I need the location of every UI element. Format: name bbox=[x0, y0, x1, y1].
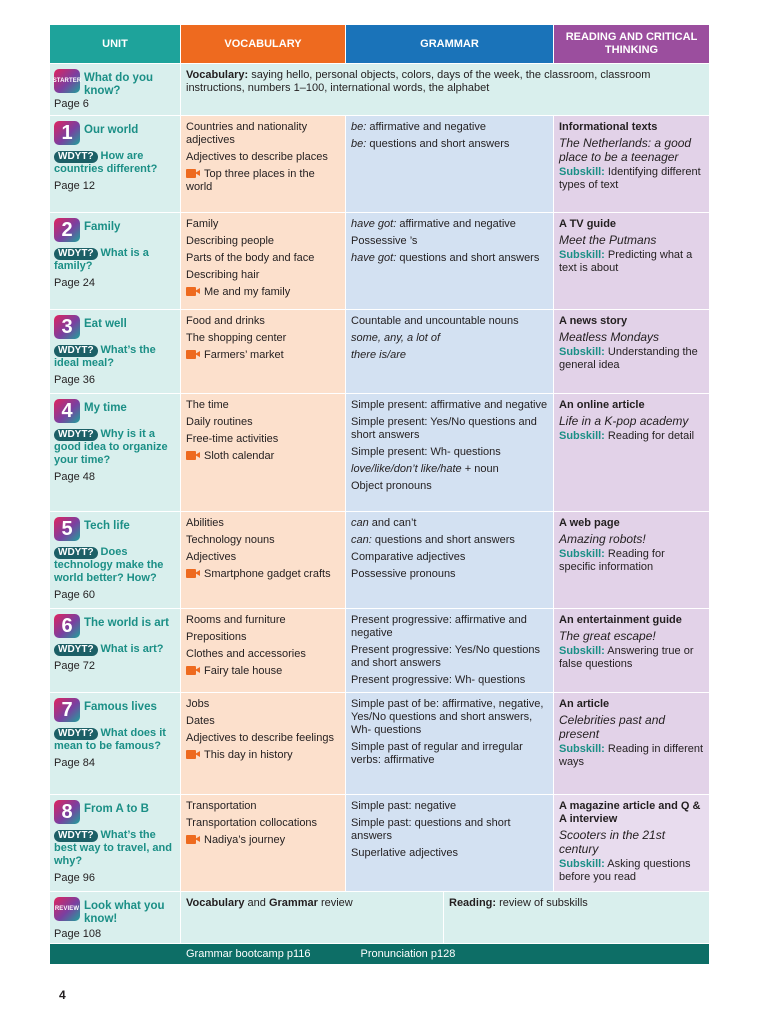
unit-number-badge: 6 bbox=[54, 614, 80, 638]
vocab-item: The shopping center bbox=[186, 332, 287, 344]
video-title: Farmers’ market bbox=[204, 349, 284, 361]
unit-row bbox=[50, 213, 709, 310]
review-grammar-bold: Grammar bbox=[268, 897, 318, 909]
unit-number-badge: 3 bbox=[54, 315, 80, 339]
reading-subskill bbox=[559, 249, 704, 275]
vocab-item: The time bbox=[186, 399, 229, 411]
reading-cell bbox=[554, 310, 709, 393]
vocabulary-cell bbox=[181, 310, 346, 393]
grammar-item bbox=[351, 674, 548, 687]
wdyt-tag: WDYT? bbox=[54, 830, 98, 842]
video-camera-icon bbox=[186, 666, 200, 675]
reading-type: A web page bbox=[559, 517, 620, 529]
review-page: Page 108 bbox=[54, 928, 102, 940]
video-item[interactable] bbox=[186, 749, 340, 762]
unit-cell bbox=[50, 310, 181, 393]
wdyt-text: How are countries different? bbox=[54, 150, 158, 175]
video-title: Smartphone gadget crafts bbox=[204, 568, 331, 580]
grammar-item bbox=[351, 551, 548, 564]
subskill-label: Subskill: bbox=[559, 645, 605, 657]
unit-cell bbox=[50, 116, 181, 212]
wdyt-text: Why is it a good idea to organize your time? bbox=[54, 428, 168, 466]
unit-page: Page 48 bbox=[54, 471, 95, 483]
vocab-item: Free-time activities bbox=[186, 433, 279, 445]
grammar-item bbox=[351, 698, 548, 737]
vocabulary-cell bbox=[181, 795, 346, 891]
grammar-item bbox=[351, 332, 548, 345]
video-title: Me and my family bbox=[204, 286, 291, 298]
unit-row bbox=[50, 609, 709, 693]
video-camera-icon bbox=[186, 569, 200, 578]
vocab-item: Dates bbox=[186, 715, 215, 727]
vocab-item: Parts of the body and face bbox=[186, 252, 315, 264]
reading-type: An entertainment guide bbox=[559, 614, 682, 626]
vocabulary-cell bbox=[181, 394, 346, 511]
grammar-italic: some, any, a lot of bbox=[351, 332, 441, 344]
vocab-item: Adjectives to describe feelings bbox=[186, 732, 334, 744]
starter-vocab-text: saying hello, personal objects, colors, days of the week, the classroom, classroom instructions, numbers 1–100, international words, the alphabet bbox=[186, 69, 651, 94]
unit-number-badge: 4 bbox=[54, 399, 80, 423]
unit-title[interactable]: Our world bbox=[84, 124, 139, 136]
reading-type: A magazine article and Q & A interview bbox=[559, 800, 701, 825]
reading-subskill bbox=[559, 743, 704, 769]
subskill-label: Subskill: bbox=[559, 430, 605, 442]
review-vocab-bold: Vocabulary bbox=[186, 897, 245, 909]
reading-type: Informational texts bbox=[559, 121, 658, 133]
review-badge-icon: REVIEW bbox=[54, 897, 80, 921]
grammar-text: Possessive pronouns bbox=[351, 568, 456, 580]
vocab-item: Jobs bbox=[186, 698, 210, 710]
unit-title[interactable]: Family bbox=[84, 221, 121, 233]
review-reading bbox=[444, 892, 709, 943]
video-title: Top three places in the world bbox=[186, 168, 315, 193]
review-unit-cell bbox=[50, 892, 181, 943]
grammar-item bbox=[351, 138, 548, 151]
vocab-item: Transportation bbox=[186, 800, 257, 812]
unit-number-badge: 2 bbox=[54, 218, 80, 242]
unit-page: Page 36 bbox=[54, 374, 95, 386]
vocab-item: Technology nouns bbox=[186, 534, 275, 546]
header-unit: UNIT bbox=[50, 25, 181, 63]
vocab-item: Food and drinks bbox=[186, 315, 265, 327]
wdyt-question bbox=[54, 727, 176, 753]
starter-badge-icon: STARTER bbox=[54, 69, 80, 93]
video-camera-icon bbox=[186, 350, 200, 359]
reading-title: The Netherlands: a good place to be a teenager bbox=[559, 136, 692, 164]
grammar-item bbox=[351, 847, 548, 860]
header-reading: READING AND CRITICAL THINKING bbox=[554, 25, 709, 63]
reading-title: The great escape! bbox=[559, 629, 656, 643]
units-list bbox=[50, 116, 709, 892]
wdyt-question bbox=[54, 344, 176, 370]
unit-cell bbox=[50, 795, 181, 891]
video-camera-icon bbox=[186, 835, 200, 844]
reading-subskill bbox=[559, 346, 704, 372]
reading-type: An article bbox=[559, 698, 610, 710]
wdyt-tag: WDYT? bbox=[54, 345, 98, 357]
video-title: Sloth calendar bbox=[204, 450, 275, 462]
vocab-item: Describing people bbox=[186, 235, 275, 247]
subskill-text: Answering true or false questions bbox=[559, 645, 694, 670]
wdyt-text: What is a family? bbox=[54, 247, 149, 272]
vocabulary-cell bbox=[181, 609, 346, 692]
grammar-item bbox=[351, 446, 548, 459]
wdyt-question bbox=[54, 829, 176, 868]
starter-row bbox=[50, 64, 709, 116]
reading-title: Life in a K-pop academy bbox=[559, 414, 689, 428]
video-item[interactable] bbox=[186, 568, 340, 581]
grammar-text: questions and short answers bbox=[366, 138, 510, 150]
grammar-text: and can’t bbox=[368, 517, 417, 529]
review-and: and bbox=[244, 897, 269, 909]
table-header bbox=[50, 25, 709, 64]
vocab-item: Prepositions bbox=[186, 631, 247, 643]
grammar-text: Simple past of regular and irregular verbs: affirmative bbox=[351, 741, 523, 766]
vocab-item: Adjectives bbox=[186, 551, 237, 563]
subskill-text: Reading in different ways bbox=[559, 743, 704, 768]
video-title: Fairy tale house bbox=[204, 665, 283, 677]
grammar-text: + noun bbox=[461, 463, 499, 475]
grammar-italic: can: bbox=[351, 534, 372, 546]
reading-type: A news story bbox=[559, 315, 628, 327]
reading-cell bbox=[554, 116, 709, 212]
vocab-item: Clothes and accessories bbox=[186, 648, 306, 660]
reading-cell bbox=[554, 512, 709, 608]
grammar-cell bbox=[346, 213, 554, 309]
vocabulary-cell bbox=[181, 213, 346, 309]
wdyt-tag: WDYT? bbox=[54, 248, 98, 260]
reading-cell bbox=[554, 213, 709, 309]
review-vocab-rest: review bbox=[317, 897, 353, 909]
grammar-cell bbox=[346, 310, 554, 393]
review-reading-rest: review of subskills bbox=[496, 897, 588, 909]
subskill-label: Subskill: bbox=[559, 743, 605, 755]
reading-cell bbox=[554, 609, 709, 692]
grammar-cell bbox=[346, 795, 554, 891]
grammar-cell bbox=[346, 512, 554, 608]
reading-subskill bbox=[559, 166, 704, 192]
reading-cell bbox=[554, 795, 709, 891]
grammar-text: affirmative and negative bbox=[366, 121, 486, 133]
reading-subskill bbox=[559, 430, 704, 443]
unit-title[interactable]: Eat well bbox=[84, 318, 127, 330]
vocabulary-cell bbox=[181, 512, 346, 608]
wdyt-text: What’s the best way to travel, and why? bbox=[54, 829, 172, 867]
unit-row bbox=[50, 512, 709, 609]
unit-row bbox=[50, 693, 709, 795]
reading-subskill bbox=[559, 645, 704, 671]
reading-title: Meatless Mondays bbox=[559, 330, 660, 344]
review-row bbox=[50, 892, 709, 944]
unit-row bbox=[50, 394, 709, 512]
grammar-cell bbox=[346, 609, 554, 692]
reading-title: Meet the Putmans bbox=[559, 233, 657, 247]
grammar-italic: there is/are bbox=[351, 349, 407, 361]
subskill-text: Reading for specific information bbox=[559, 548, 665, 573]
reading-type: An online article bbox=[559, 399, 645, 411]
grammar-italic: be: bbox=[351, 121, 367, 133]
unit-cell bbox=[50, 609, 181, 692]
grammar-item bbox=[351, 517, 548, 530]
review-vocab-grammar bbox=[181, 892, 444, 943]
unit-cell bbox=[50, 394, 181, 511]
reading-cell bbox=[554, 693, 709, 794]
grammar-italic: be: bbox=[351, 138, 367, 150]
grammar-item bbox=[351, 235, 548, 248]
grammar-italic: love/like/don’t like/hate bbox=[351, 463, 462, 475]
header-vocabulary: VOCABULARY bbox=[181, 25, 346, 63]
wdyt-question bbox=[54, 150, 176, 176]
unit-title[interactable]: Famous lives bbox=[84, 701, 157, 713]
unit-row bbox=[50, 310, 709, 394]
video-item[interactable] bbox=[186, 450, 340, 463]
review-reading-bold: Reading: bbox=[449, 897, 497, 909]
reading-title: Celebrities past and present bbox=[559, 713, 666, 741]
grammar-item bbox=[351, 741, 548, 767]
wdyt-text: What’s the ideal meal? bbox=[54, 344, 156, 369]
video-item[interactable] bbox=[186, 349, 340, 362]
grammar-item bbox=[351, 614, 548, 640]
video-camera-icon bbox=[186, 750, 200, 759]
unit-number-badge: 8 bbox=[54, 800, 80, 824]
grammar-item bbox=[351, 121, 548, 134]
subskill-label: Subskill: bbox=[559, 166, 605, 178]
video-camera-icon bbox=[186, 451, 200, 460]
subskill-label: Subskill: bbox=[559, 858, 605, 870]
reading-title: Amazing robots! bbox=[559, 532, 646, 546]
unit-page: Page 24 bbox=[54, 277, 95, 289]
subskill-label: Subskill: bbox=[559, 548, 605, 560]
grammar-text: Simple present: Wh- questions bbox=[351, 446, 501, 458]
grammar-text: Simple present: affirmative and negative bbox=[351, 399, 548, 411]
grammar-text: Superlative adjectives bbox=[351, 847, 459, 859]
grammar-item bbox=[351, 817, 548, 843]
reading-type: A TV guide bbox=[559, 218, 617, 230]
wdyt-question bbox=[54, 546, 176, 585]
unit-number-badge: 1 bbox=[54, 121, 80, 145]
unit-row bbox=[50, 116, 709, 213]
unit-page: Page 72 bbox=[54, 660, 95, 672]
unit-page: Page 12 bbox=[54, 180, 95, 192]
grammar-text: Simple past: negative bbox=[351, 800, 457, 812]
reading-title: Scooters in the 21st century bbox=[559, 828, 666, 856]
grammar-italic: have got: bbox=[351, 252, 397, 264]
reading-subskill bbox=[559, 858, 704, 884]
subskill-text: Identifying different types of text bbox=[559, 166, 701, 191]
subskill-text: Asking questions before you read bbox=[559, 858, 691, 883]
grammar-item bbox=[351, 349, 548, 362]
vocab-item: Family bbox=[186, 218, 219, 230]
grammar-text: Present progressive: Yes/No questions and short answers bbox=[351, 644, 540, 669]
vocabulary-cell bbox=[181, 693, 346, 794]
video-title: This day in history bbox=[204, 749, 293, 761]
review-title: Look what you know! bbox=[84, 900, 165, 925]
video-title: Nadiya’s journey bbox=[204, 834, 286, 846]
grammar-text: Simple past: questions and short answers bbox=[351, 817, 511, 842]
video-camera-icon bbox=[186, 169, 200, 178]
grammar-item bbox=[351, 463, 548, 476]
unit-title[interactable]: Tech life bbox=[84, 520, 130, 532]
wdyt-question bbox=[54, 643, 176, 656]
unit-number-badge: 7 bbox=[54, 698, 80, 722]
starter-title: What do you know? bbox=[84, 72, 153, 97]
grammar-item bbox=[351, 480, 548, 493]
grammar-item bbox=[351, 218, 548, 231]
grammar-text: Present progressive: Wh- questions bbox=[351, 674, 526, 686]
wdyt-question bbox=[54, 247, 176, 273]
grammar-text: Object pronouns bbox=[351, 480, 432, 492]
grammar-text: questions and short answers bbox=[396, 252, 540, 264]
vocabulary-cell bbox=[181, 116, 346, 212]
grammar-item bbox=[351, 416, 548, 442]
unit-cell bbox=[50, 213, 181, 309]
subskill-label: Subskill: bbox=[559, 346, 605, 358]
vocab-item: Daily routines bbox=[186, 416, 253, 428]
page-number: 4 bbox=[59, 988, 66, 1002]
header-grammar: GRAMMAR bbox=[346, 25, 554, 63]
wdyt-tag: WDYT? bbox=[54, 151, 98, 163]
subskill-text: Predicting what a text is about bbox=[559, 249, 693, 274]
subskill-text: Reading for detail bbox=[604, 430, 695, 442]
wdyt-question bbox=[54, 428, 176, 467]
grammar-text: Comparative adjectives bbox=[351, 551, 466, 563]
unit-title[interactable]: My time bbox=[84, 402, 127, 414]
grammar-cell bbox=[346, 693, 554, 794]
wdyt-text: Does technology make the world better? How? bbox=[54, 546, 164, 584]
unit-row bbox=[50, 795, 709, 892]
wdyt-tag: WDYT? bbox=[54, 547, 98, 559]
video-item[interactable] bbox=[186, 834, 340, 847]
grammar-item bbox=[351, 252, 548, 265]
unit-page: Page 84 bbox=[54, 757, 95, 769]
grammar-item bbox=[351, 800, 548, 813]
video-item[interactable] bbox=[186, 665, 340, 678]
grammar-italic: have got: bbox=[351, 218, 397, 230]
grammar-bootcamp-link[interactable]: Grammar bootcamp p116 bbox=[186, 948, 311, 960]
grammar-italic: can bbox=[351, 517, 369, 529]
grammar-text: Countable and uncountable nouns bbox=[351, 315, 519, 327]
grammar-item bbox=[351, 644, 548, 670]
unit-cell bbox=[50, 693, 181, 794]
unit-page: Page 60 bbox=[54, 589, 95, 601]
vocab-item: Abilities bbox=[186, 517, 224, 529]
wdyt-tag: WDYT? bbox=[54, 728, 98, 740]
grammar-item bbox=[351, 399, 548, 412]
reading-cell bbox=[554, 394, 709, 511]
grammar-item bbox=[351, 534, 548, 547]
footer-bar bbox=[50, 944, 709, 964]
subskill-label: Subskill: bbox=[559, 249, 605, 261]
vocab-item: Countries and nationality adjectives bbox=[186, 121, 308, 146]
subskill-text: Understanding the general idea bbox=[559, 346, 698, 371]
grammar-text: questions and short answers bbox=[371, 534, 515, 546]
pronunciation-link[interactable]: Pronunciation p128 bbox=[360, 948, 456, 960]
grammar-text: Simple past of be: affirmative, negative, Yes/No questions and short answers, Wh- questions bbox=[351, 698, 544, 736]
starter-unit-cell bbox=[50, 64, 181, 115]
reading-subskill bbox=[559, 548, 704, 574]
vocab-item: Transportation collocations bbox=[186, 817, 318, 829]
vocab-item: Rooms and furniture bbox=[186, 614, 286, 626]
grammar-cell bbox=[346, 116, 554, 212]
grammar-cell bbox=[346, 394, 554, 511]
starter-vocab-cell bbox=[181, 64, 709, 115]
starter-vocab-label: Vocabulary: bbox=[186, 69, 249, 81]
grammar-text: Possessive ’s bbox=[351, 235, 418, 247]
vocab-item: Describing hair bbox=[186, 269, 260, 281]
video-item[interactable] bbox=[186, 168, 340, 194]
unit-title[interactable]: The world is art bbox=[84, 617, 169, 629]
grammar-text: affirmative and negative bbox=[396, 218, 516, 230]
wdyt-tag: WDYT? bbox=[54, 429, 98, 441]
unit-title[interactable]: From A to B bbox=[84, 803, 149, 815]
grammar-item bbox=[351, 568, 548, 581]
grammar-text: Present progressive: affirmative and negative bbox=[351, 614, 527, 639]
video-item[interactable] bbox=[186, 286, 340, 299]
grammar-item bbox=[351, 315, 548, 328]
wdyt-text: What is art? bbox=[100, 643, 164, 655]
unit-number-badge: 5 bbox=[54, 517, 80, 541]
unit-cell bbox=[50, 512, 181, 608]
vocab-item: Adjectives to describe places bbox=[186, 151, 328, 163]
wdyt-tag: WDYT? bbox=[54, 644, 98, 656]
starter-page: Page 6 bbox=[54, 98, 89, 110]
unit-page: Page 96 bbox=[54, 872, 95, 884]
video-camera-icon bbox=[186, 287, 200, 296]
grammar-text: Simple present: Yes/No questions and short answers bbox=[351, 416, 537, 441]
contents-table bbox=[50, 25, 709, 964]
wdyt-text: What does it mean to be famous? bbox=[54, 727, 166, 752]
